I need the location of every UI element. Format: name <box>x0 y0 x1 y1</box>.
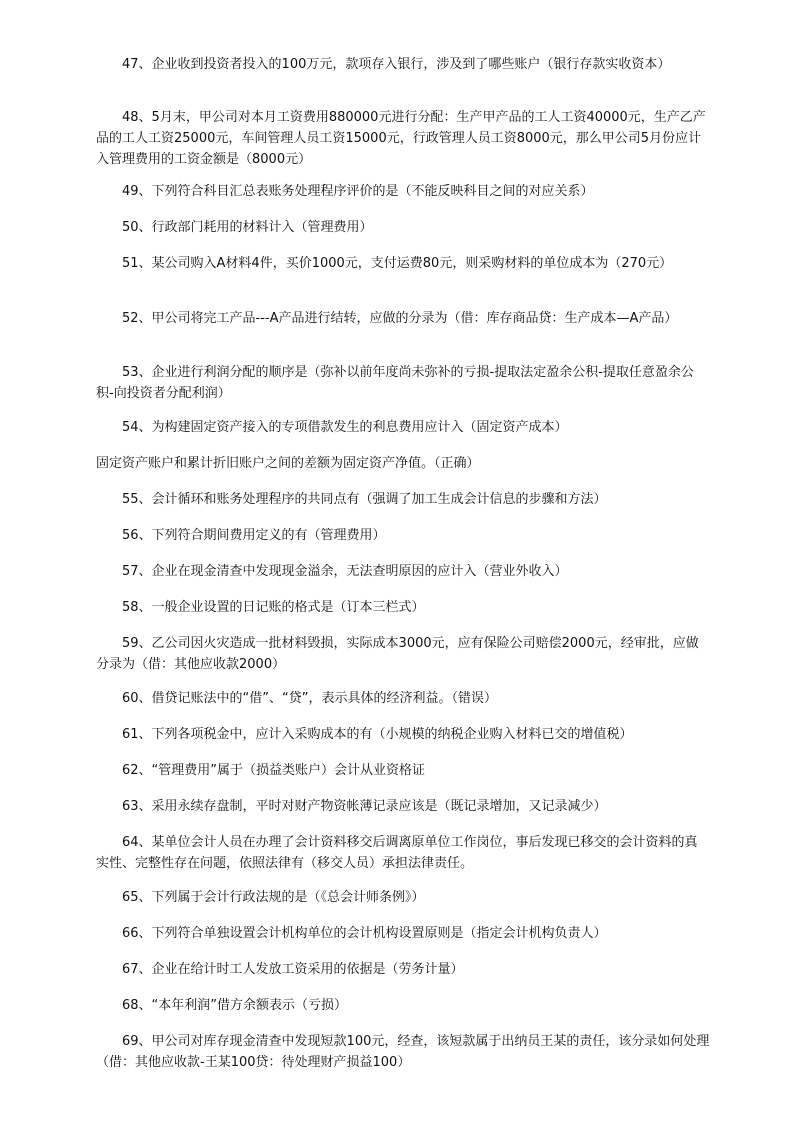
question-48: 48、5月末，甲公司对本月工资费用880000元进行分配：生产甲产品的工人工资40000元，生产乙产品的工人工资25000元，车间管理人员工资15000元，行政管理人员工资8000元，那么甲公司5月份应计入管理费用的工资金额是（8000元） <box>96 110 706 167</box>
question-59: 59、乙公司因火灾造成一批材料毁损，实际成本3000元，应有保险公司赔偿2000元，经审批，应做分录为（借：其他应收款2000） <box>96 636 699 672</box>
question-69: 69、甲公司对库存现金清查中发现短款100元，经查，该短款属于出纳员王某的责任，该分录如何处理（借：其他应收款-王某100贷：待处理财产损益100） <box>96 1034 710 1070</box>
question-52: 52、甲公司将完工产品---A产品进行结转，应做的分录为（借：库存商品贷：生产成本—A产品） <box>122 311 678 326</box>
question-55: 55、会计循环和账务处理程序的共同点有（强调了加工生成会计信息的步骤和方法） <box>122 492 607 507</box>
question-58: 58、一般企业设置的日记账的格式是（订本三栏式） <box>122 600 425 615</box>
question-56: 56、下列符合期间费用定义的有（管理费用） <box>122 528 386 543</box>
question-68: 68、“本年利润”借方余额表示（亏损） <box>122 998 348 1013</box>
question-47: 47、企业收到投资者投入的100万元，款项存入银行，涉及到了哪些账户（银行存款实收资本） <box>122 57 671 72</box>
question-63: 63、采用永续存盘制，平时对财产物资帐薄记录应该是（既记录增加，又记录减少） <box>122 799 607 814</box>
question-66: 66、下列符合单独设置会计机构单位的会计机构设置原则是（指定会计机构负责人） <box>122 926 607 941</box>
question-54: 54、为构建固定资产接入的专项借款发生的利息费用应计入（固定资产成本） <box>122 420 568 435</box>
question-65: 65、下列属于会计行政法规的是（《总会计师条例》） <box>122 890 425 905</box>
question-57: 57、企业在现金清查中发现现金溢余，无法查明原因的应计入（营业外收入） <box>122 564 568 579</box>
question-60: 60、借贷记账法中的“借”、“贷”，表示具体的经济利益。（错误） <box>122 691 497 706</box>
question-67: 67、企业在给计时工人发放工资采用的依据是（劳务计量） <box>122 962 464 977</box>
question-50: 50、行政部门耗用的材料计入（管理费用） <box>122 220 373 235</box>
question-61: 61、下列各项税金中，应计入采购成本的有（小规模的纳税企业购入材料已交的增值税） <box>122 727 633 742</box>
question-53: 53、企业进行利润分配的顺序是（弥补以前年度尚未弥补的亏损-提取法定盈余公积-提取任意盈余公积-向投资者分配利润） <box>96 365 694 401</box>
statement-fixed-assets: 固定资产账户和累计折旧账户之间的差额为固定资产净值。（正确） <box>96 456 480 471</box>
question-51: 51、某公司购入A材料4件，买价1000元，支付运费80元，则采购材料的单位成本为（270元） <box>122 256 673 271</box>
question-62: 62、“管理费用”属于（损益类账户）会计从业资格证 <box>122 763 426 778</box>
question-49: 49、下列符合科目汇总表账务处理程序评价的是（不能反映科目之间的对应关系） <box>122 184 594 199</box>
question-64: 64、某单位会计人员在办理了会计资料移交后调离原单位工作岗位，事后发现已移交的会计资料的真实性、完整性存在问题，依照法律有（移交人员）承担法律责任。 <box>96 835 698 871</box>
